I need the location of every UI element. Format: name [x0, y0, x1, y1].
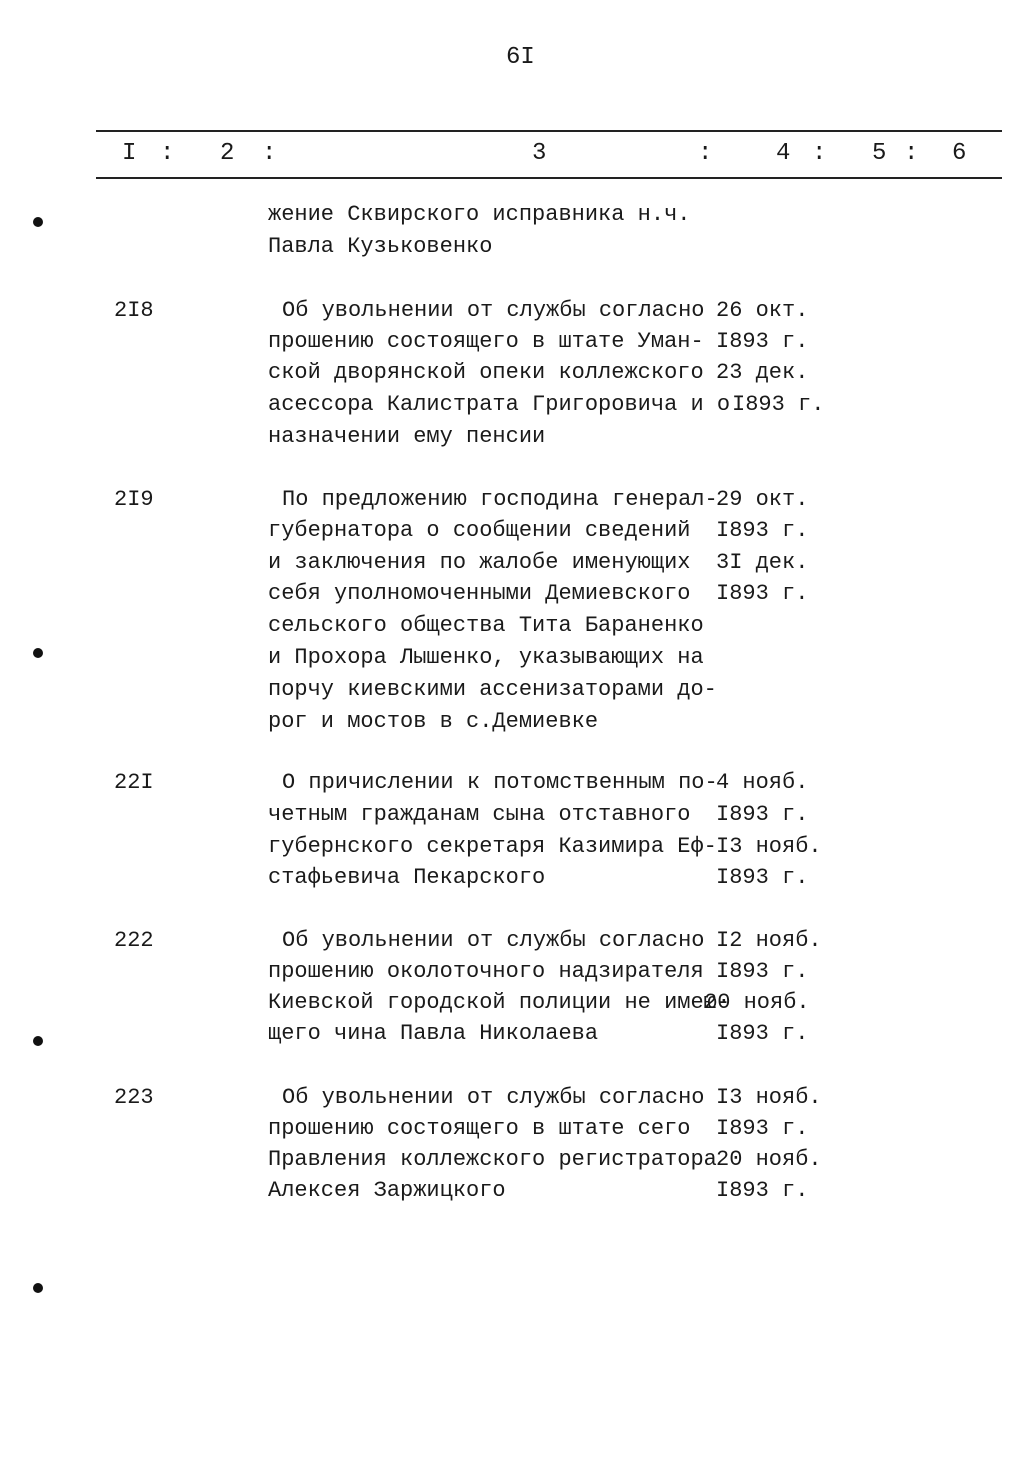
header-rule-top [96, 130, 1002, 132]
entry-date-end: 3I дек. [716, 550, 809, 575]
entry-description-line: Алексея Заржицкого [268, 1178, 506, 1203]
column-separator: : [812, 140, 827, 167]
entry-description-line: Об увольнении от службы согласно [282, 1085, 705, 1110]
entry-date-start: I3 нояб. [716, 1085, 822, 1110]
entry-date-start: 26 окт. [716, 298, 809, 323]
column-header-4: 4 [776, 140, 791, 167]
entry-description-line: себя уполномоченными Демиевского [268, 581, 691, 606]
entry-description-line: По предложению господина генерал- [282, 487, 718, 512]
entry-date-start-year: I893 г. [716, 518, 809, 543]
carryover-line: жение Сквирского исправника н.ч. [268, 202, 691, 227]
column-separator: : [262, 140, 277, 167]
header-rule-bottom [96, 177, 1002, 179]
entry-date-start-year: I893 г. [716, 1116, 809, 1141]
entry-number: 2I8 [114, 298, 154, 323]
column-header-3: 3 [532, 140, 547, 167]
column-header-2: 2 [220, 140, 235, 167]
entry-date-start: I2 нояб. [716, 928, 822, 953]
entry-number: 2I9 [114, 487, 154, 512]
entry-date-start: 29 окт. [716, 487, 809, 512]
punch-hole [33, 1283, 43, 1293]
entry-description-line: ской дворянской опеки коллежского [268, 360, 704, 385]
column-separator: : [698, 140, 713, 167]
entry-description-line: прошению околоточного надзирателя [268, 959, 704, 984]
punch-hole [33, 648, 43, 658]
entry-description-line: прошению состоящего в штате сего [268, 1116, 691, 1141]
entry-date-end: 20 нояб. [704, 990, 810, 1015]
entry-description-line: назначении ему пенсии [268, 424, 546, 449]
entry-date-end: 20 нояб. [716, 1147, 822, 1172]
entry-date-start-year: I893 г. [716, 959, 809, 984]
carryover-line: Павла Кузьковенко [268, 234, 493, 259]
entry-number: 22I [114, 770, 154, 795]
entry-description-line: О причислении к потомственным по- [282, 770, 718, 795]
entry-description-line: четным гражданам сына отставного [268, 802, 691, 827]
entry-date-end-year: I893 г. [716, 865, 809, 890]
entry-description-line: Киевской городской полиции не имею- [268, 990, 731, 1015]
entry-description-line: Правления коллежского регистратора [268, 1147, 717, 1172]
entry-date-end-year: I893 г. [732, 392, 825, 417]
entry-description-line: асессора Калистрата Григоровича и о [268, 392, 731, 417]
entry-description-line: порчу киевскими ассенизаторами до- [268, 677, 717, 702]
entry-date-start-year: I893 г. [716, 802, 809, 827]
punch-hole [33, 1036, 43, 1046]
column-separator: : [904, 140, 919, 167]
entry-date-end-year: I893 г. [716, 1178, 809, 1203]
entry-description-line: сельского общества Тита Бараненко [268, 613, 704, 638]
punch-hole [33, 217, 43, 227]
column-separator: : [160, 140, 175, 167]
entry-description-line: щего чина Павла Николаева [268, 1021, 599, 1046]
entry-description-line: Об увольнении от службы согласно [282, 928, 705, 953]
column-header-6: 6 [952, 140, 967, 167]
entry-date-start-year: I893 г. [716, 329, 809, 354]
entry-description-line: и Прохора Лышенко, указывающих на [268, 645, 704, 670]
entry-description-line: рог и мостов в с.Демиевке [268, 709, 599, 734]
column-header-5: 5 [872, 140, 887, 167]
entry-description-line: и заключения по жалобе именующих [268, 550, 691, 575]
entry-description-line: губернатора о сообщении сведений [268, 518, 691, 543]
entry-date-end: 23 дек. [716, 360, 809, 385]
column-header-1: I [122, 140, 137, 167]
entry-description-line: Об увольнении от службы согласно [282, 298, 705, 323]
entry-date-end: I3 нояб. [716, 834, 822, 859]
entry-date-end-year: I893 г. [716, 1021, 809, 1046]
entry-date-end-year: I893 г. [716, 581, 809, 606]
entry-description-line: стафьевича Пекарского [268, 865, 546, 890]
entry-description-line: прошению состоящего в штате Уман- [268, 329, 704, 354]
column-header-row [0, 140, 1024, 172]
page-number: 6I [506, 44, 535, 71]
entry-description-line: губернского секретаря Казимира Еф- [268, 834, 717, 859]
entry-number: 222 [114, 928, 154, 953]
entry-date-start: 4 нояб. [716, 770, 809, 795]
entry-number: 223 [114, 1085, 154, 1110]
